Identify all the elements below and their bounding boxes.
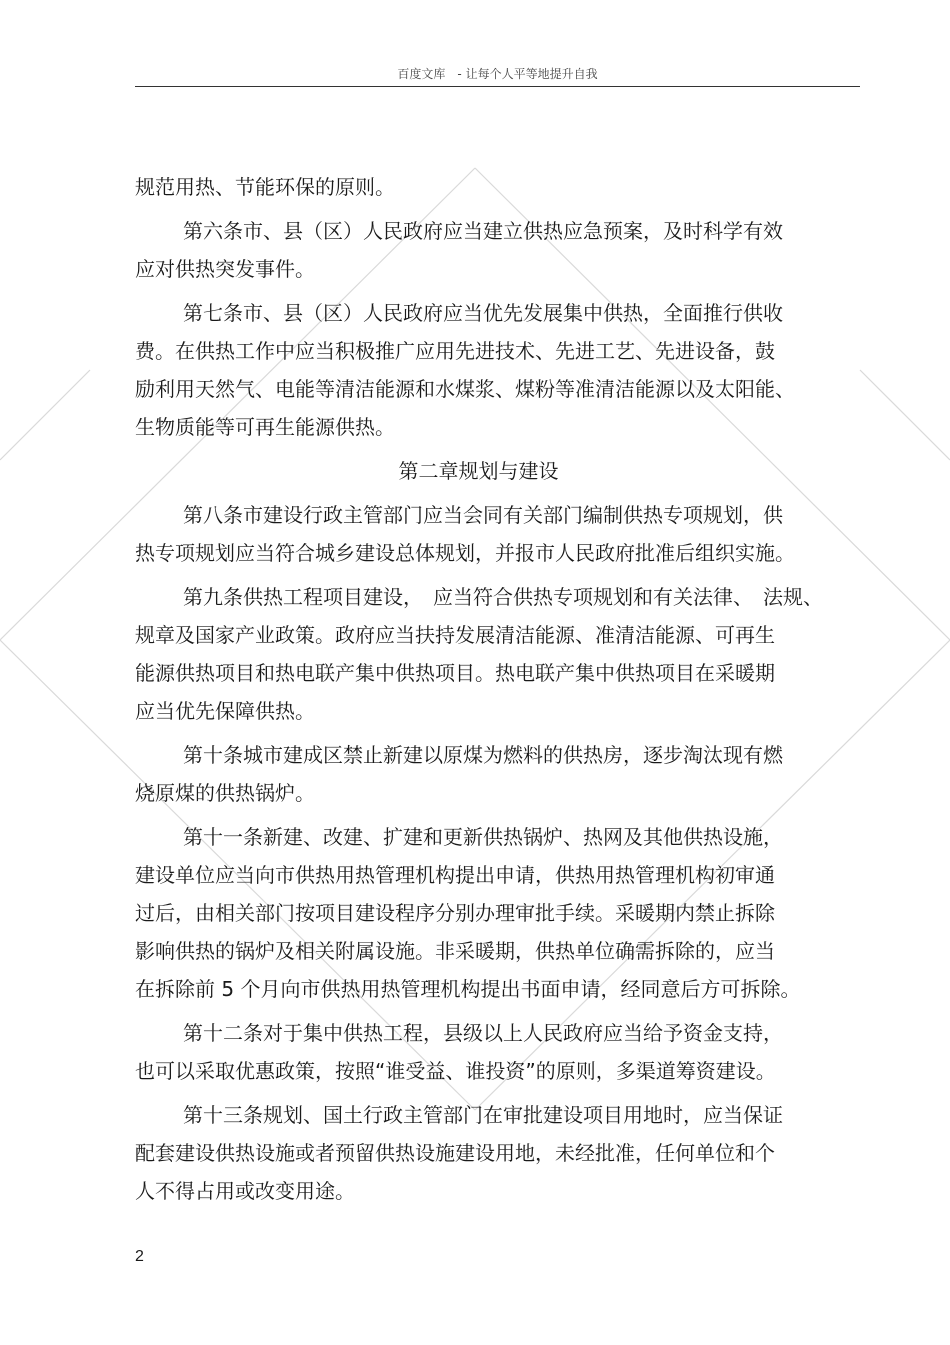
paragraph-line: 能源供热项目和热电联产集中供热项目。热电联产集中供热项目在采暖期 [135, 661, 775, 685]
paragraph-line: 费。在供热工作中应当积极推广应用先进技术、先进工艺、先进设备，鼓 [135, 339, 775, 363]
paragraph-line: 烧原煤的供热锅炉。 [135, 781, 315, 805]
paragraph-line: 第七条市、县（区）人民政府应当优先发展集中供热，全面推行供收 [183, 301, 783, 325]
paragraph-line: 第十条城市建成区禁止新建以原煤为燃料的供热房，逐步淘汰现有燃 [183, 743, 783, 767]
document-body [135, 168, 860, 1210]
paragraph-line: 生物质能等可再生能源供热。 [135, 415, 395, 439]
chapter-heading: 第二章规划与建设 [398, 459, 559, 483]
paragraph-line: 在拆除前 5 个月向市供热用热管理机构提出书面申请，经同意后方可拆除。 [135, 977, 801, 1001]
paragraph-line: 应当优先保障供热。 [135, 699, 315, 723]
paragraph-line: 第十一条新建、改建、扩建和更新供热锅炉、热网及其他供热设施， [183, 825, 783, 849]
paragraph-line: 配套建设供热设施或者预留供热设施建设用地，未经批准，任何单位和个 [135, 1141, 775, 1165]
paragraph-line: 应对供热突发事件。 [135, 257, 315, 281]
paragraph-line: 第十二条对于集中供热工程，县级以上人民政府应当给予资金支持， [183, 1021, 783, 1045]
page-header: 百度文库 - 让每个人平等地提升自我 [135, 62, 860, 87]
paragraph-line: 第九条供热工程项目建设， 应当符合供热专项规划和有关法律、 法规、 [183, 585, 823, 609]
paragraph-line: 也可以采取优惠政策，按照“谁受益、谁投资”的原则，多渠道筹资建设。 [135, 1059, 776, 1083]
paragraph-line: 影响供热的锅炉及相关附属设施。非采暖期，供热单位确需拆除的，应当 [135, 939, 775, 963]
paragraph-line: 第八条市建设行政主管部门应当会同有关部门编制供热专项规划，供 [183, 503, 783, 527]
paragraph-line: 第十三条规划、国土行政主管部门在审批建设项目用地时，应当保证 [183, 1103, 783, 1127]
paragraph-line: 规范用热、节能环保的原则。 [135, 175, 395, 199]
paragraph-line: 建设单位应当向市供热用热管理机构提出申请，供热用热管理机构初审通 [135, 863, 775, 887]
paragraph-line: 励利用天然气、电能等清洁能源和水煤浆、煤粉等准清洁能源以及太阳能、 [135, 377, 795, 401]
paragraph-line: 过后，由相关部门按项目建设程序分别办理审批手续。采暖期内禁止拆除 [135, 901, 775, 925]
paragraph-line: 人不得占用或改变用途。 [135, 1179, 355, 1203]
paragraph-line: 第六条市、县（区）人民政府应当建立供热应急预案，及时科学有效 [183, 219, 783, 243]
page-number: 2 [135, 1248, 144, 1265]
paragraph-line: 规章及国家产业政策。政府应当扶持发展清洁能源、准清洁能源、可再生 [135, 623, 775, 647]
paragraph-line: 热专项规划应当符合城乡建设总体规划，并报市人民政府批准后组织实施。 [135, 541, 795, 565]
